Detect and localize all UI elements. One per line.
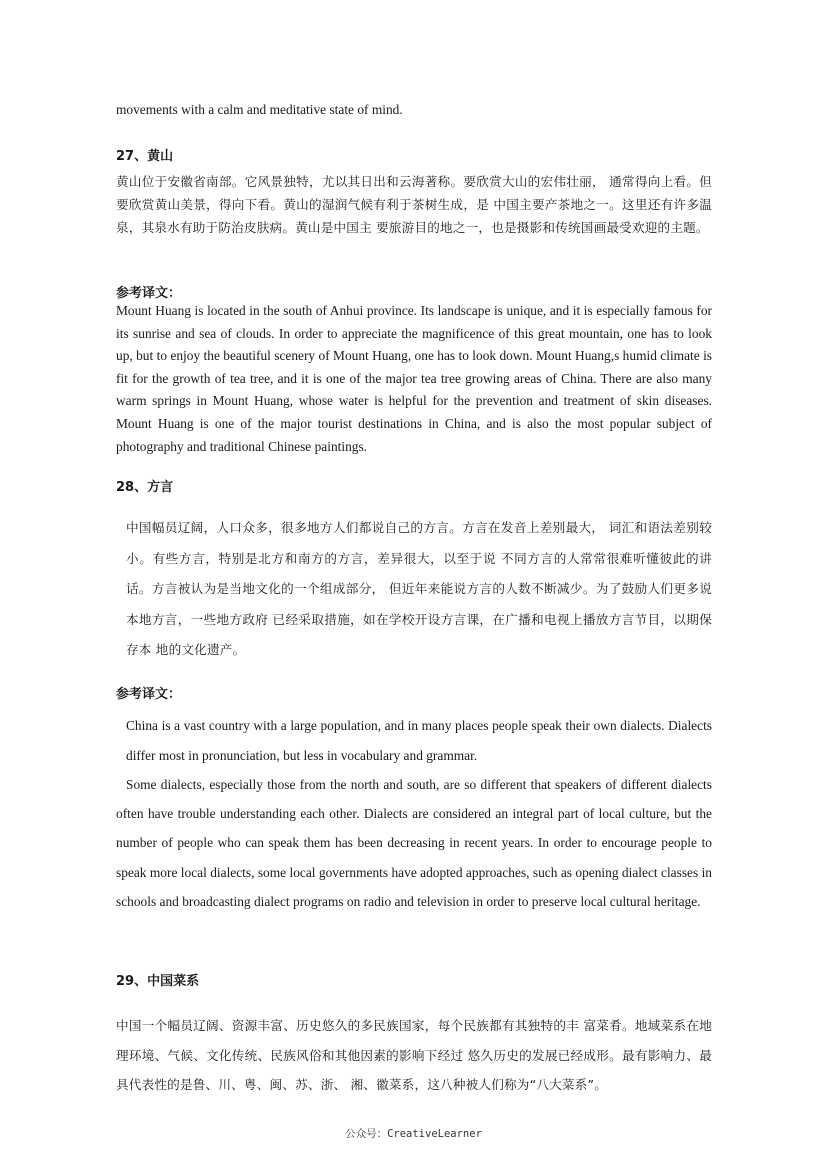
section-27-heading: 27、黄山 (116, 149, 174, 164)
page-footer: 公众号：CreativeLearner (345, 1128, 482, 1140)
section-29-chinese-text: 中国一个幅员辽阔、资源丰富、历史悠久的多民族国家，每个民族都有其独特的丰 富菜肴。地域菜系在地理环境、气候、文化传统、民族风俗和其他因素的影响下经过 悠久历史的发展已经成形。最有影响力、最具代表性的是鲁、川、粤、闽、苏、浙、 湘、徽菜系，这八种被人们称为“八大菜系”。 (116, 1018, 712, 1092)
section-28-chinese-text: 中国幅员辽阔，人口众多，很多地方人们都说自己的方言。方言在发音上差别最大， 词汇和语法差别较小。有些方言，特别是北方和南方的方言，差异很大，以至于说 不同方言的人常常很难听懂彼此的讲话。方言被认为是当地文化的一个组成部分， 但近年来能说方言的人数不断减少。为了鼓励人们更多说本地方言，一些地方政府 已经采取措施，如在学校开设方言课，在广播和电视上播放方言节目，以期保存本 地的文化遗产。 (126, 520, 712, 657)
section-28-translation-label: 参考译文： (116, 687, 182, 702)
section-28-english-paragraph-2: Some dialects, especially those from the north and south, are so different that speakers of different dialects often have trouble understanding each other. Dialects are considered an integral part of local culture, but the number of people who can speak them has been decreasing in recent years. In order to encourage people to speak more local dialects, some local governments have adopted approaches, such as opening dialect classes in schools and broadcasting dialect programs on radio and television in order to preserve local cultural heritage. (116, 777, 712, 909)
section-27-translation-label: 参考译文： (116, 286, 182, 301)
section-28-heading: 28、方言 (116, 480, 174, 495)
section-27-chinese-text: 黄山位于安徽省南部。它风景独特，尤以其日出和云海著称。要欣赏大山的宏伟壮丽， 通常得向上看。但要欣赏黄山美景，得向下看。黄山的湿润气候有利于茶树生成，是 中国主要产茶地之一。这里还有许多温泉，其泉水有助于防治皮肤病。黄山是中国主 要旅游目的地之一，也是摄影和传统国画最受欢迎的主题。 (116, 174, 712, 236)
section-29-heading: 29、中国菜系 (116, 974, 200, 989)
section-27-english-text: Mount Huang is located in the south of Anhui province. Its landscape is unique, and it is especially famous for its sunrise and sea of clouds. In order to appreciate the magnificence of this great mountain, one has to look up, but to enjoy the beautiful scenery of Mount Huang, one has to look down. Mount Huang,s humid climate is fit for the growth of tea tree, and it is one of the major tea tree growing areas of China. There are also many warm springs in Mount Huang, whose water is helpful for the prevention and treatment of skin diseases. Mount Huang is one of the major tourist destinations in China, and is also the most popular subject of photography and traditional Chinese paintings. (116, 303, 712, 454)
section-28-english-paragraph-1: China is a vast country with a large population, and in many places people speak their own dialects. Dialects differ most in pronunciation, but less in vocabulary and grammar. (126, 718, 712, 763)
intro-tail-text: movements with a calm and meditative state of mind. (116, 102, 403, 117)
